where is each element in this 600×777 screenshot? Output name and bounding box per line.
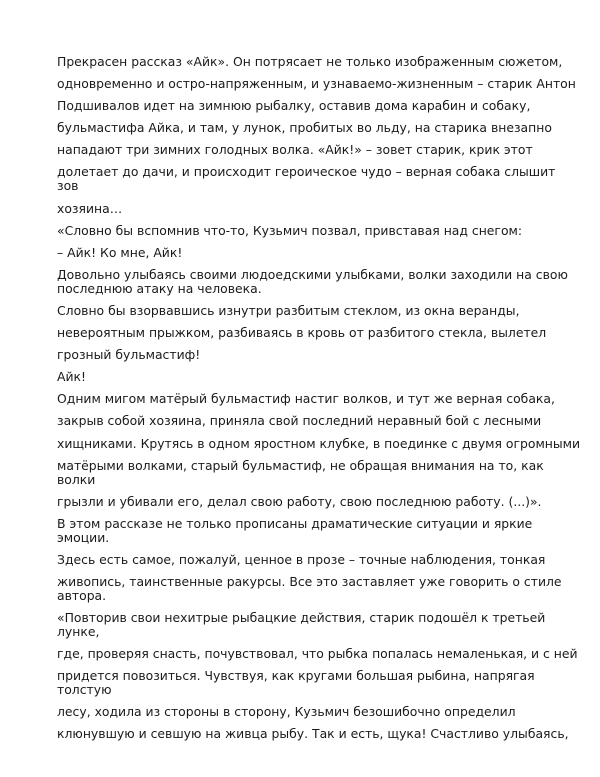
text-line-wrap: последнюю атаку на человека. <box>57 280 262 296</box>
text-line-main: «Повторив свои нехитрые рыбацкие действия, старик подошёл к третьей <box>57 610 546 626</box>
text-line-wrap: автора. <box>57 587 107 603</box>
text-line <box>57 120 552 136</box>
text-line-main: невероятным прыжком, разбиваясь в кровь от разбитого стекла, вылетел <box>57 325 547 341</box>
text-line-main: грызли и убивали его, делал свою работу, свою последнюю работу. (...)». <box>57 493 542 509</box>
text-line-main: лесу, ходила из стороны в сторону, Кузьмич безошибочно определил <box>57 704 516 720</box>
text-line-main: клюнувшую и севшую на живца рыбу. Так и есть, щука! Счастливо улыбаясь, <box>57 726 569 742</box>
text-line <box>57 224 547 238</box>
text-line <box>57 143 547 157</box>
text-line <box>57 54 563 69</box>
text-line <box>57 266 568 296</box>
text-line-main: придется повозиться. Чувствуя, как кругами большая рыбина, напрягая <box>57 668 535 684</box>
text-line-main: Подшивалов идет на зимнюю рыбалку, оставив дома карабин и собаку, <box>57 98 531 114</box>
text-line <box>57 164 556 194</box>
text-line <box>57 246 547 260</box>
text-line-main: – Айк! Ко мне, Айк! <box>57 244 183 260</box>
text-line-main: «Словно бы вспомнив что-то, Кузьмич позвал, привставая над снегом: <box>57 222 523 238</box>
text-line <box>57 669 547 697</box>
text-line <box>57 370 547 384</box>
text-line-main: Довольно улыбаясь своими людоедскими улыбками, волки заходили на свою <box>57 266 568 282</box>
text-line-main: В этом рассказе не только прописаны драматические ситуации и яркие <box>57 515 533 531</box>
text-line <box>57 517 547 545</box>
text-line <box>57 646 578 662</box>
text-line-main: долетает до дачи, и происходит героическое чудо – верная собака слышит <box>57 164 556 180</box>
text-line-main: Одним мигом матёрый бульмастиф настиг волков, и тут же верная собака, <box>57 391 555 407</box>
text-line <box>57 304 547 318</box>
text-line <box>57 202 547 216</box>
text-line-main: Прекрасен рассказ «Айк». Он потрясает не только изображенным сюжетом, <box>57 54 563 69</box>
text-line <box>57 348 547 362</box>
text-line-main: грозный бульмастиф! <box>57 347 201 363</box>
text-line-main: Словно бы взорвавшись изнутри разбитым стеклом, из окна веранды, <box>57 302 520 318</box>
document-body <box>57 54 581 750</box>
text-line-wrap: толстую <box>57 682 112 698</box>
text-line-wrap: лунке, <box>57 624 100 640</box>
text-line <box>57 435 581 451</box>
text-line-main: где, проверяя снасть, почувствовал, что рыбка попалась немаленькая, и с ней <box>57 646 578 662</box>
text-line-main: одновременно и остро-напряженным, и узнаваемо-жизненным – старик Антон <box>57 76 576 92</box>
text-line-main: матёрыми волками, старый бульмастиф, не обращая внимания на то, как <box>57 457 544 473</box>
text-line <box>57 459 547 487</box>
text-line-main: хищниками. Крутясь в одном яростном клубке, в поединке с двумя огромными <box>57 435 581 451</box>
text-line <box>57 76 576 92</box>
text-line-main: бульмастифа Айка, и там, у лунок, пробитых во льду, на старика внезапно <box>57 120 552 136</box>
text-line <box>57 99 547 113</box>
text-line-main: живопись, таинственные ракурсы. Все это заставляет уже говорить о стиле <box>57 573 562 589</box>
text-line-main: Айк! <box>57 369 86 385</box>
text-line <box>57 326 547 340</box>
text-line <box>57 573 562 603</box>
text-line-main: хозяина… <box>57 200 123 216</box>
text-line-main: нападают три зимних голодных волка. «Айк!» – зовет старик, крик этот <box>57 142 533 158</box>
text-line-wrap: волки <box>57 471 96 487</box>
text-line <box>57 705 547 719</box>
text-line <box>57 414 547 428</box>
text-line <box>57 495 547 509</box>
text-line <box>57 553 547 567</box>
text-line-wrap: эмоции. <box>57 529 110 545</box>
text-line <box>57 391 555 407</box>
text-line <box>57 611 547 639</box>
text-line-main: закрыв собой хозяина, приняла свой последний неравный бой с лесными <box>57 413 542 429</box>
text-line-wrap: зов <box>57 178 79 194</box>
text-line-main: Здесь есть самое, пожалуй, ценное в прозе – точные наблюдения, тонкая <box>57 551 546 567</box>
text-line <box>57 726 569 742</box>
